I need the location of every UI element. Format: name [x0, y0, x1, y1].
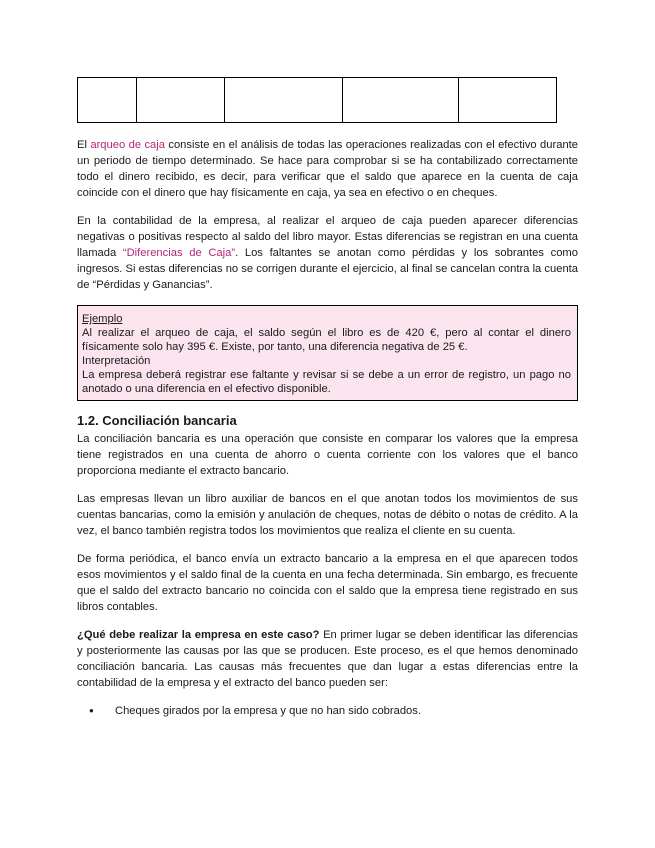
paragraph-que-debe — [77, 627, 578, 691]
paragraph-diferencias — [77, 213, 578, 293]
text: En primer lugar se deben identificar las diferencias y posteriormente las causas por las que se producen. Este proceso, es el que hemos denominado conciliación bancaria. Las causas más frecuentes que dan lugar a estas diferencias entre la contabilidad de la empresa y el extracto del banco pueden ser: — [77, 629, 578, 689]
document-page — [77, 77, 578, 719]
section-heading: 1.2. Conciliación bancaria — [77, 413, 237, 428]
example-text: Al realizar el arqueo de caja, el saldo según el libro es de 420 €, pero al contar el dinero físicamente solo hay 395 €. Existe, por tanto, una diferencia negativa de 25 €. — [82, 327, 571, 353]
table-cell — [224, 78, 342, 123]
term-link-arqueo[interactable]: arqueo de caja — [90, 139, 165, 151]
term-link-diferencias[interactable]: “Diferencias de Caja” — [122, 247, 236, 259]
causes-list — [77, 703, 578, 719]
bold-question: ¿Qué debe realizar la empresa en este caso? — [77, 629, 320, 641]
table-cell — [136, 78, 224, 123]
table-cell — [342, 78, 458, 123]
empty-table — [77, 77, 557, 123]
paragraph-libro-auxiliar: Las empresas llevan un libro auxiliar de bancos en el que anotan todos los movimientos de sus cuentas bancarias, como la emisión y anulación de cheques, notas de débito o notas de crédito. A la vez, el banco también registra todos los movimientos que realiza el cliente en su cuenta. — [77, 493, 578, 537]
table-row — [78, 78, 557, 123]
list-item: ● Cheques girados por la empresa y que no han sido cobrados. — [115, 703, 578, 719]
example-box — [77, 305, 578, 401]
text: El — [77, 139, 91, 151]
text: consiste en el análisis de todas las operaciones realizadas con el efectivo durante un periodo de tiempo determinado. Se hace para comprobar si se ha contabilizado correctamente todo el dinero recibido, es decir, para verificar que el saldo que aparece en la cuenta de caja coincide con el dinero que hay físicamente en caja, ya sea en efectivo o en cheques. — [77, 139, 578, 199]
table-cell — [458, 78, 556, 123]
text: En la contabilidad de la empresa, al realizar el arqueo de caja pueden aparecer diferencias negativas o positivas respecto al saldo del libro mayor. Estas diferencias se registran en una cuenta llamada — [77, 215, 578, 259]
paragraph-conciliacion: La conciliación bancaria es una operación que consiste en comparar los valores que la empresa tiene registrados en una cuenta de ahorro o cuenta corriente con los valores que el banco proporciona mediante el extracto bancario. — [77, 433, 578, 477]
table-cell — [78, 78, 137, 123]
paragraph-arqueo — [77, 137, 578, 201]
text: . Los faltantes se anotan como pérdidas y los sobrantes como ingresos. Si estas diferencias no se corrigen durante el ejercicio, al final se cancelan contra la cuenta de “Pérdidas y Ganancias”. — [77, 247, 578, 291]
example-interpretation: La empresa deberá registrar ese faltante y revisar si se debe a un error de registro, un pago no anotado o una diferencia en el efectivo disponible. — [82, 369, 571, 395]
example-title: Ejemplo — [82, 313, 123, 325]
example-subtitle: Interpretación — [82, 355, 151, 367]
paragraph-extracto: De forma periódica, el banco envía un extracto bancario a la empresa en el que aparecen todos esos movimientos y el saldo final de la cuenta en una fecha determinada. Sin embargo, es frecuente que el saldo del extracto bancario no coincida con el saldo que la empresa tiene registrado en sus libros contables. — [77, 553, 578, 613]
